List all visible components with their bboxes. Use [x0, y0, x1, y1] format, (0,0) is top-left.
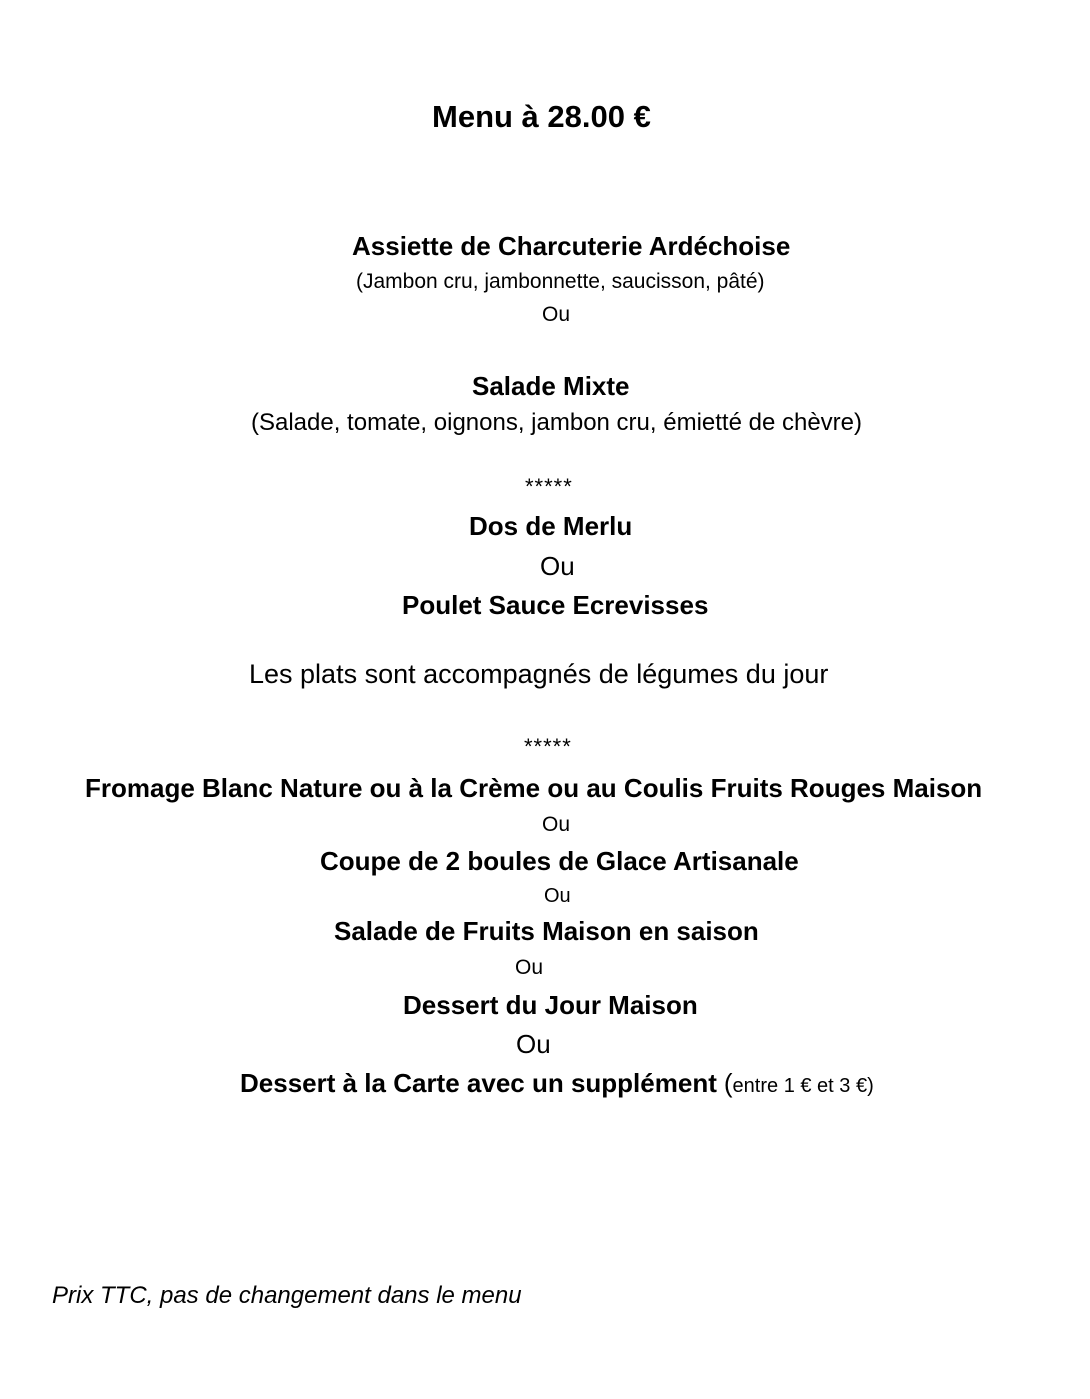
- starter-salade-mixte-detail: (Salade, tomate, oignons, jambon cru, émietté de chèvre): [251, 409, 862, 436]
- dessert-a-la-carte-detail: entre 1 € et 3 €): [732, 1075, 874, 1097]
- course-separator: *****: [525, 474, 573, 499]
- or-separator: Ou: [515, 956, 544, 979]
- mains-note: Les plats sont accompagnés de légumes du jour: [249, 659, 829, 689]
- dessert-a-la-carte: [240, 1070, 874, 1096]
- dessert-a-la-carte-paren: (: [723, 1068, 733, 1098]
- starter-salade-mixte: Salade Mixte: [472, 371, 630, 401]
- or-separator: Ou: [516, 1029, 551, 1059]
- starter-charcuterie: Assiette de Charcuterie Ardéchoise: [352, 231, 791, 261]
- dessert-du-jour: Dessert du Jour Maison: [403, 990, 698, 1020]
- main-dos-de-merlu: Dos de Merlu: [469, 511, 633, 541]
- price-footer: Prix TTC, pas de changement dans le menu: [52, 1282, 522, 1309]
- dessert-coupe-glace: Coupe de 2 boules de Glace Artisanale: [320, 846, 799, 876]
- or-separator: Ou: [542, 303, 571, 326]
- or-separator: Ou: [540, 551, 575, 581]
- dessert-salade-fruits: Salade de Fruits Maison en saison: [334, 916, 759, 946]
- menu-title: Menu à 28.00 €: [432, 99, 651, 134]
- or-separator: Ou: [542, 813, 571, 836]
- or-separator: Ou: [544, 885, 571, 907]
- dessert-fromage-blanc: Fromage Blanc Nature ou à la Crème ou au Coulis Fruits Rouges Maison: [85, 773, 983, 803]
- course-separator: *****: [524, 734, 572, 759]
- main-poulet-sauce-ecrevisses: Poulet Sauce Ecrevisses: [402, 590, 709, 620]
- dessert-a-la-carte-label: Dessert à la Carte avec un supplément: [240, 1068, 717, 1098]
- starter-charcuterie-detail: (Jambon cru, jambonnette, saucisson, pâté): [356, 270, 765, 293]
